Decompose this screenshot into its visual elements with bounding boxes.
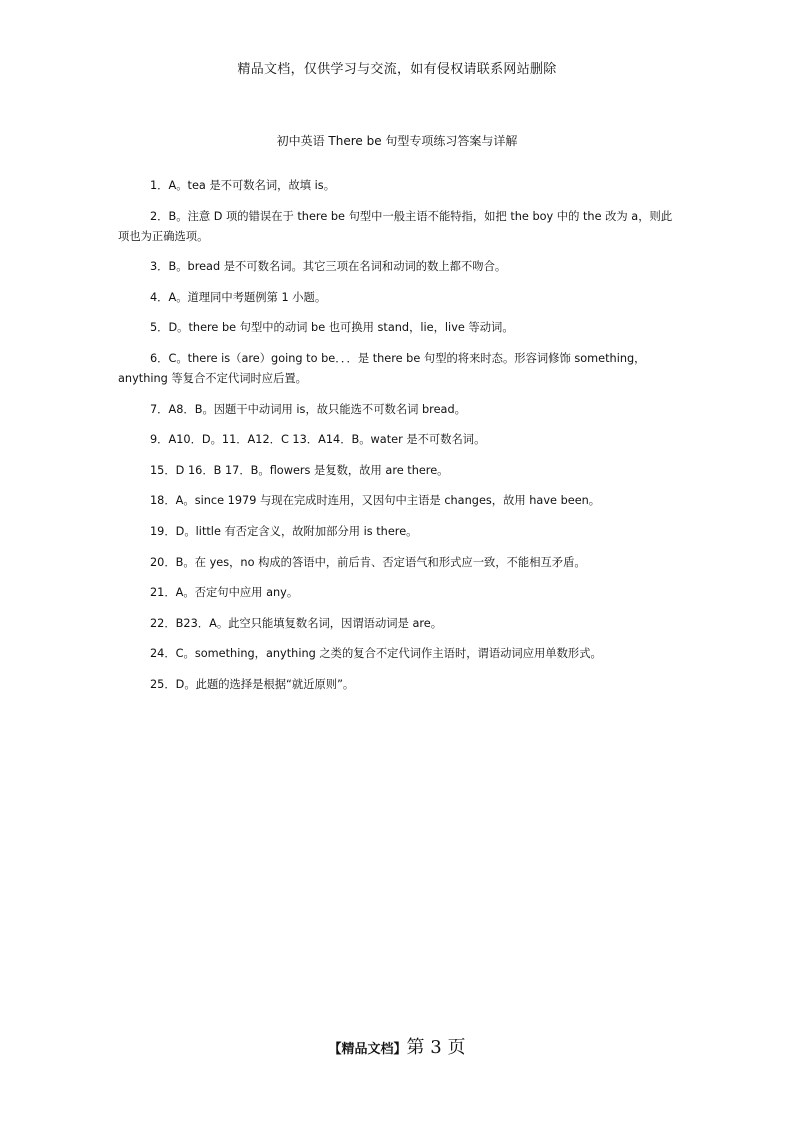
page-number: 第 3 页	[406, 1037, 466, 1058]
answer-item-19: 19．D。little 有否定含义，故附加部分用 is there。	[150, 524, 418, 538]
answer-item-1: 1．A。tea 是不可数名词，故填 is。	[150, 179, 335, 192]
answer-item-2: 2．B。注意 D 项的错误在于 there be 句型中一般主语不能特指，如把 the boy 中的 the 改为 a，则此项也为正确选项。	[118, 209, 673, 243]
answer-item-24: 24．C。something，anything 之类的复合不定代词作主语时，谓语动词应用单数形式。	[150, 647, 602, 661]
answer-item-22-23: 22．B23．A。此空只能填复数名词，因谓语动词是 are。	[150, 616, 443, 630]
answer-item-7-8: 7．A8．B。因题干中动词用 is，故只能选不可数名词 bread。	[150, 402, 466, 416]
footer-tag: 【精品文档】	[328, 1042, 407, 1057]
answer-list	[118, 176, 676, 706]
answer-item-9-14: 9．A10．D。11．A12．C 13．A14．B。water 是不可数名词。	[150, 433, 486, 447]
answer-item-6: 6．C。there is（are）going to be．．．是 there be 句型的将来时态。形容词修饰 something，anything 等复合不定代词时应后置。	[118, 351, 646, 385]
answer-item-4: 4．A。道理同中考题例第 1 小题。	[150, 290, 327, 304]
document-title: 初中英语 There be 句型专项练习答案与详解	[276, 134, 518, 148]
page-footer	[0, 1033, 794, 1059]
header-note: 精品文档，仅供学习与交流，如有侵权请联系网站删除	[237, 62, 557, 77]
answer-item-18: 18．A。since 1979 与现在完成时连用，又因句中主语是 changes，故用 have been。	[150, 494, 601, 508]
answer-item-15-17: 15．D 16．B 17．B。flowers 是复数，故用 are there。	[150, 463, 449, 477]
answer-item-3: 3．B。bread 是不可数名词。其它三项在名词和动词的数上都不吻合。	[150, 260, 507, 274]
answer-item-5: 5．D。there be 句型中的动词 be 也可换用 stand，lie，live 等动词。	[150, 321, 514, 335]
answer-item-21: 21．A。否定句中应用 any。	[150, 586, 299, 600]
answer-item-20: 20．B。在 yes，no 构成的答语中，前后肯、否定语气和形式应一致，不能相互矛盾。	[150, 555, 586, 569]
answer-item-25: 25．D。此题的选择是根据“就近原则”。	[150, 677, 355, 691]
